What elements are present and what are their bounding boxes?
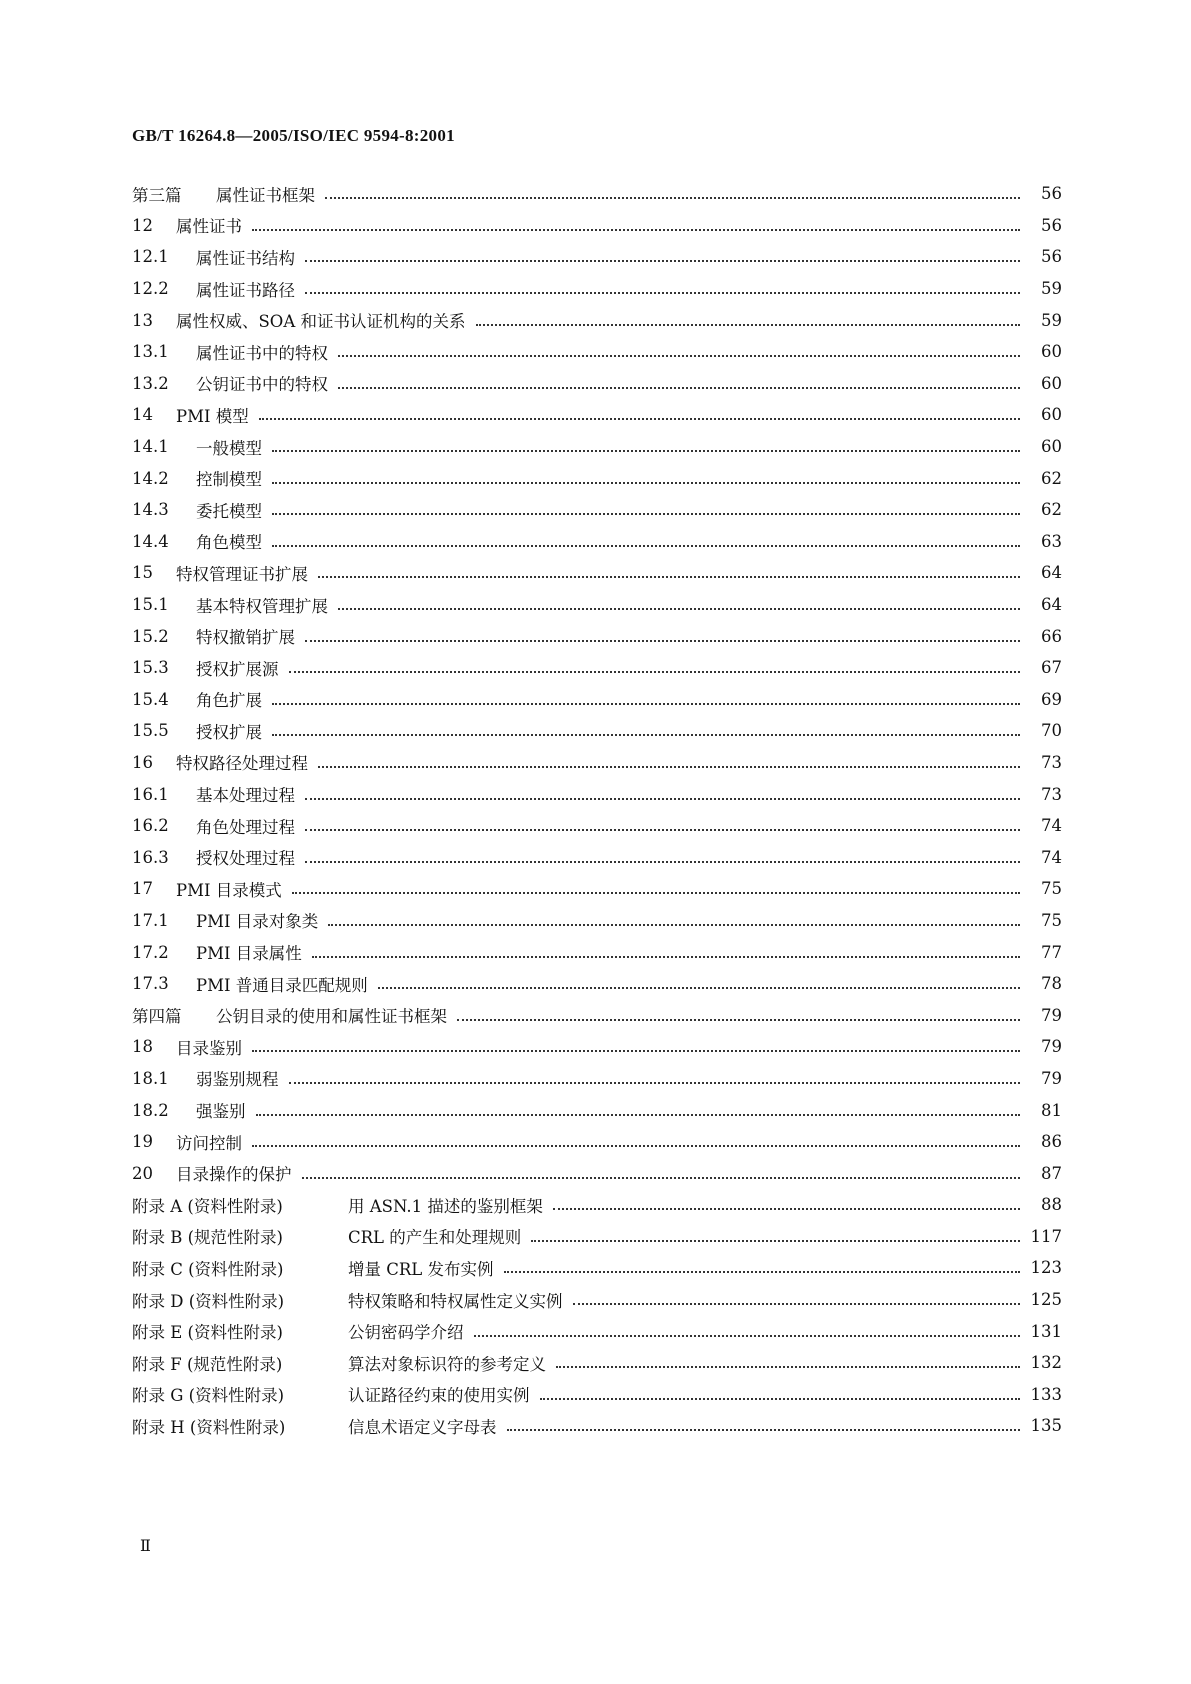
toc-leader-dots bbox=[292, 891, 1020, 894]
toc-leader-dots bbox=[272, 449, 1020, 452]
toc-entry-number: 附录 C (资料性附录) bbox=[132, 1259, 284, 1279]
toc-entry-page: 123 bbox=[1030, 1258, 1062, 1278]
toc-leader-dots bbox=[328, 923, 1020, 926]
toc-entry-page: 63 bbox=[1041, 531, 1062, 551]
toc-entry-title: 角色处理过程 bbox=[196, 817, 295, 837]
toc-entry-page: 78 bbox=[1041, 974, 1062, 994]
toc-entry-number: 18.1 bbox=[132, 1068, 169, 1088]
toc-entry-page: 81 bbox=[1041, 1100, 1062, 1120]
toc-entry-title: 信息术语定义字母表 bbox=[348, 1417, 497, 1437]
toc-entry-page: 74 bbox=[1041, 847, 1062, 867]
toc-entry-number: 14.1 bbox=[132, 437, 169, 457]
toc-entry-title: 属性权威、SOA 和证书认证机构的关系 bbox=[176, 312, 466, 332]
toc-entry-page: 74 bbox=[1041, 816, 1062, 836]
toc-leader-dots bbox=[474, 1334, 1021, 1337]
toc-entry-number: 18 bbox=[132, 1037, 153, 1057]
toc-leader-dots bbox=[457, 1018, 1020, 1021]
toc-entry-number: 16 bbox=[132, 752, 153, 772]
toc-leader-dots bbox=[305, 828, 1020, 831]
toc-leader-dots bbox=[540, 1397, 1021, 1400]
toc-entry-title: 算法对象标识符的参考定义 bbox=[348, 1354, 546, 1374]
toc-entry[interactable] bbox=[132, 431, 1062, 463]
toc-entry-page: 132 bbox=[1030, 1353, 1062, 1373]
toc-entry[interactable] bbox=[132, 241, 1062, 273]
toc-entry[interactable] bbox=[132, 1347, 1062, 1379]
toc-entry-number: 16.2 bbox=[132, 816, 169, 836]
toc-leader-dots bbox=[556, 1365, 1020, 1368]
toc-entry[interactable] bbox=[132, 304, 1062, 336]
toc-entry-title: 授权扩展源 bbox=[196, 659, 279, 679]
toc-leader-dots bbox=[305, 797, 1020, 800]
toc-entry-page: 56 bbox=[1041, 247, 1062, 267]
toc-leader-dots bbox=[325, 196, 1020, 199]
toc-entry-page: 62 bbox=[1041, 468, 1062, 488]
toc-entry-number: 12.2 bbox=[132, 279, 169, 299]
toc-entry-title: 角色扩展 bbox=[196, 691, 262, 711]
toc-entry[interactable] bbox=[132, 462, 1062, 494]
toc-leader-dots bbox=[318, 765, 1020, 768]
toc-entry-page: 73 bbox=[1041, 784, 1062, 804]
toc-entry-page: 79 bbox=[1041, 1068, 1062, 1088]
toc-entry[interactable] bbox=[132, 936, 1062, 968]
toc-entry[interactable] bbox=[132, 178, 1062, 210]
toc-entry-title: 认证路径约束的使用实例 bbox=[348, 1386, 530, 1406]
toc-entry-title: 基本特权管理扩展 bbox=[196, 596, 328, 616]
toc-leader-dots bbox=[272, 512, 1020, 515]
toc-entry-number: 18.2 bbox=[132, 1100, 169, 1120]
toc-entry-number: 附录 A (资料性附录) bbox=[132, 1196, 283, 1216]
toc-leader-dots bbox=[312, 955, 1020, 958]
toc-leader-dots bbox=[338, 386, 1020, 389]
toc-leader-dots bbox=[289, 1081, 1021, 1084]
toc-entry-number: 15 bbox=[132, 563, 153, 583]
toc-entry[interactable] bbox=[132, 1379, 1062, 1411]
toc-entry-title: PMI 目录模式 bbox=[176, 880, 282, 900]
toc-entry-number: 附录 G (资料性附录) bbox=[132, 1386, 285, 1406]
toc-entry-number: 19 bbox=[132, 1132, 153, 1152]
toc-entry-title: 授权扩展 bbox=[196, 722, 262, 742]
toc-entry-number: 15.5 bbox=[132, 721, 169, 741]
toc-entry[interactable] bbox=[132, 589, 1062, 621]
toc-entry-title: 强鉴别 bbox=[196, 1102, 246, 1122]
toc-entry-page: 75 bbox=[1041, 879, 1062, 899]
toc-entry[interactable] bbox=[132, 1315, 1062, 1347]
toc-leader-dots bbox=[507, 1428, 1021, 1431]
toc-entry-title: 公钥目录的使用和属性证书框架 bbox=[216, 1007, 447, 1027]
toc-entry[interactable] bbox=[132, 715, 1062, 747]
toc-entry[interactable] bbox=[132, 968, 1062, 1000]
toc-entry-number: 16.3 bbox=[132, 847, 169, 867]
toc-entry-page: 131 bbox=[1030, 1321, 1062, 1341]
toc-entry-title: 属性证书路径 bbox=[196, 280, 295, 300]
toc-entry-page: 67 bbox=[1041, 658, 1062, 678]
toc-entry-page: 56 bbox=[1041, 184, 1062, 204]
toc-entry[interactable] bbox=[132, 841, 1062, 873]
toc-entry-page: 60 bbox=[1041, 437, 1062, 457]
toc-entry-title: PMI 目录对象类 bbox=[196, 912, 319, 932]
toc-entry-title: 属性证书中的特权 bbox=[196, 343, 328, 363]
toc-entry[interactable] bbox=[132, 368, 1062, 400]
toc-entry[interactable] bbox=[132, 778, 1062, 810]
toc-leader-dots bbox=[338, 354, 1020, 357]
toc-entry-number: 17.1 bbox=[132, 910, 169, 930]
toc-entry[interactable] bbox=[132, 336, 1062, 368]
toc-entry-page: 64 bbox=[1041, 563, 1062, 583]
toc-entry-number: 15.2 bbox=[132, 626, 169, 646]
toc-entry[interactable] bbox=[132, 999, 1062, 1031]
toc-entry-page: 69 bbox=[1041, 689, 1062, 709]
table-of-contents bbox=[132, 178, 1062, 1442]
toc-entry[interactable] bbox=[132, 1221, 1062, 1253]
toc-entry-number: 附录 E (资料性附录) bbox=[132, 1323, 283, 1343]
toc-entry[interactable] bbox=[132, 747, 1062, 779]
toc-entry-title: 用 ASN.1 描述的鉴别框架 bbox=[348, 1196, 543, 1216]
toc-leader-dots bbox=[553, 1207, 1020, 1210]
toc-entry[interactable] bbox=[132, 399, 1062, 431]
toc-entry-title: 控制模型 bbox=[196, 470, 262, 490]
toc-entry[interactable] bbox=[132, 1031, 1062, 1063]
toc-entry-page: 66 bbox=[1041, 626, 1062, 646]
toc-entry-number: 16.1 bbox=[132, 784, 169, 804]
toc-entry[interactable] bbox=[132, 1189, 1062, 1221]
toc-entry-number: 20 bbox=[132, 1163, 153, 1183]
toc-entry-page: 62 bbox=[1041, 500, 1062, 520]
toc-entry-page: 60 bbox=[1041, 405, 1062, 425]
toc-entry-number: 15.3 bbox=[132, 658, 169, 678]
toc-entry-number: 13.1 bbox=[132, 342, 169, 362]
toc-entry[interactable] bbox=[132, 526, 1062, 558]
toc-leader-dots bbox=[289, 670, 1021, 673]
toc-entry[interactable] bbox=[132, 1252, 1062, 1284]
toc-entry[interactable] bbox=[132, 652, 1062, 684]
toc-entry[interactable] bbox=[132, 1063, 1062, 1095]
toc-leader-dots bbox=[272, 702, 1020, 705]
toc-leader-dots bbox=[272, 733, 1020, 736]
toc-entry-page: 117 bbox=[1030, 1226, 1062, 1246]
toc-leader-dots bbox=[305, 259, 1020, 262]
toc-leader-dots bbox=[338, 607, 1020, 610]
toc-entry[interactable] bbox=[132, 273, 1062, 305]
toc-entry-number: 附录 B (规范性附录) bbox=[132, 1228, 283, 1248]
toc-entry-number: 14.3 bbox=[132, 500, 169, 520]
toc-entry-title: 属性证书结构 bbox=[196, 248, 295, 268]
toc-entry-number: 12.1 bbox=[132, 247, 169, 267]
toc-entry-page: 60 bbox=[1041, 342, 1062, 362]
toc-entry-page: 73 bbox=[1041, 752, 1062, 772]
toc-entry[interactable] bbox=[132, 1284, 1062, 1316]
toc-entry-title: 目录操作的保护 bbox=[176, 1165, 292, 1185]
toc-entry-title: 公钥证书中的特权 bbox=[196, 375, 328, 395]
toc-entry-title: 公钥密码学介绍 bbox=[348, 1323, 464, 1343]
toc-entry-title: 弱鉴别规程 bbox=[196, 1070, 279, 1090]
toc-entry-title: 特权撤销扩展 bbox=[196, 628, 295, 648]
toc-leader-dots bbox=[259, 417, 1020, 420]
toc-entry-number: 17.3 bbox=[132, 974, 169, 994]
toc-entry-number: 附录 D (资料性附录) bbox=[132, 1291, 285, 1311]
toc-entry[interactable] bbox=[132, 620, 1062, 652]
toc-entry-title: PMI 目录属性 bbox=[196, 944, 302, 964]
toc-entry-number: 附录 F (规范性附录) bbox=[132, 1354, 283, 1374]
toc-entry-title: 基本处理过程 bbox=[196, 786, 295, 806]
toc-entry-page: 86 bbox=[1041, 1132, 1062, 1152]
toc-entry-title: PMI 模型 bbox=[176, 406, 249, 426]
toc-leader-dots bbox=[305, 860, 1020, 863]
toc-entry[interactable] bbox=[132, 905, 1062, 937]
toc-entry-title: 属性证书 bbox=[176, 217, 242, 237]
toc-entry-page: 87 bbox=[1041, 1163, 1062, 1183]
toc-entry[interactable] bbox=[132, 1157, 1062, 1189]
toc-leader-dots bbox=[531, 1239, 1020, 1242]
toc-entry[interactable] bbox=[132, 873, 1062, 905]
toc-entry-page: 88 bbox=[1041, 1195, 1062, 1215]
toc-leader-dots bbox=[252, 228, 1020, 231]
toc-leader-dots bbox=[573, 1302, 1021, 1305]
toc-leader-dots bbox=[504, 1270, 1021, 1273]
toc-entry-page: 77 bbox=[1041, 942, 1062, 962]
toc-entry[interactable] bbox=[132, 557, 1062, 589]
toc-leader-dots bbox=[378, 986, 1020, 989]
toc-entry-page: 135 bbox=[1030, 1416, 1062, 1436]
toc-entry-number: 14.4 bbox=[132, 531, 169, 551]
toc-entry-number: 15.4 bbox=[132, 689, 169, 709]
toc-entry-title: 增量 CRL 发布实例 bbox=[348, 1259, 494, 1279]
toc-entry-number: 13.2 bbox=[132, 373, 169, 393]
toc-entry-page: 125 bbox=[1030, 1290, 1062, 1310]
toc-entry-number: 15.1 bbox=[132, 595, 169, 615]
toc-entry-page: 75 bbox=[1041, 910, 1062, 930]
toc-leader-dots bbox=[318, 575, 1020, 578]
toc-entry[interactable] bbox=[132, 494, 1062, 526]
toc-entry[interactable] bbox=[132, 1126, 1062, 1158]
toc-entry[interactable] bbox=[132, 810, 1062, 842]
toc-entry-title: 特权策略和特权属性定义实例 bbox=[348, 1291, 563, 1311]
toc-entry[interactable] bbox=[132, 1094, 1062, 1126]
toc-leader-dots bbox=[305, 291, 1020, 294]
toc-entry-page: 59 bbox=[1041, 279, 1062, 299]
toc-entry-number: 14 bbox=[132, 405, 153, 425]
toc-entry-number: 17 bbox=[132, 879, 153, 899]
toc-entry-title: 授权处理过程 bbox=[196, 849, 295, 869]
toc-entry[interactable] bbox=[132, 1410, 1062, 1442]
toc-entry-page: 56 bbox=[1041, 215, 1062, 235]
toc-entry-number: 17.2 bbox=[132, 942, 169, 962]
toc-entry-title: 特权管理证书扩展 bbox=[176, 564, 308, 584]
toc-leader-dots bbox=[252, 1049, 1020, 1052]
toc-entry-title: 目录鉴别 bbox=[176, 1038, 242, 1058]
toc-entry-number: 第三篇 bbox=[132, 185, 182, 205]
toc-leader-dots bbox=[256, 1113, 1021, 1116]
toc-entry-title: CRL 的产生和处理规则 bbox=[348, 1228, 522, 1248]
toc-entry-title: 一般模型 bbox=[196, 438, 262, 458]
toc-leader-dots bbox=[272, 481, 1020, 484]
toc-entry-number: 13 bbox=[132, 310, 153, 330]
toc-leader-dots bbox=[272, 544, 1020, 547]
toc-entry-number: 14.2 bbox=[132, 468, 169, 488]
toc-leader-dots bbox=[305, 639, 1020, 642]
toc-entry-number: 12 bbox=[132, 215, 153, 235]
toc-entry-page: 79 bbox=[1041, 1037, 1062, 1057]
toc-leader-dots bbox=[252, 1144, 1020, 1147]
toc-leader-dots bbox=[302, 1176, 1021, 1179]
toc-entry-page: 64 bbox=[1041, 595, 1062, 615]
document-header: GB/T 16264.8—2005/ISO/IEC 9594-8:2001 bbox=[132, 126, 455, 145]
toc-entry-page: 133 bbox=[1030, 1384, 1062, 1404]
toc-entry-title: PMI 普通目录匹配规则 bbox=[196, 975, 368, 995]
toc-entry-number: 第四篇 bbox=[132, 1007, 182, 1027]
toc-entry-number: 附录 H (资料性附录) bbox=[132, 1417, 286, 1437]
toc-entry-title: 特权路径处理过程 bbox=[176, 754, 308, 774]
toc-entry[interactable] bbox=[132, 684, 1062, 716]
toc-entry-page: 79 bbox=[1041, 1005, 1062, 1025]
toc-entry-title: 角色模型 bbox=[196, 533, 262, 553]
toc-leader-dots bbox=[476, 323, 1021, 326]
page-number: Ⅱ bbox=[140, 1538, 151, 1555]
toc-entry-title: 属性证书框架 bbox=[216, 185, 315, 205]
toc-entry[interactable] bbox=[132, 210, 1062, 242]
toc-entry-page: 59 bbox=[1041, 310, 1062, 330]
toc-entry-page: 70 bbox=[1041, 721, 1062, 741]
toc-entry-title: 委托模型 bbox=[196, 501, 262, 521]
toc-entry-page: 60 bbox=[1041, 373, 1062, 393]
toc-entry-title: 访问控制 bbox=[176, 1133, 242, 1153]
